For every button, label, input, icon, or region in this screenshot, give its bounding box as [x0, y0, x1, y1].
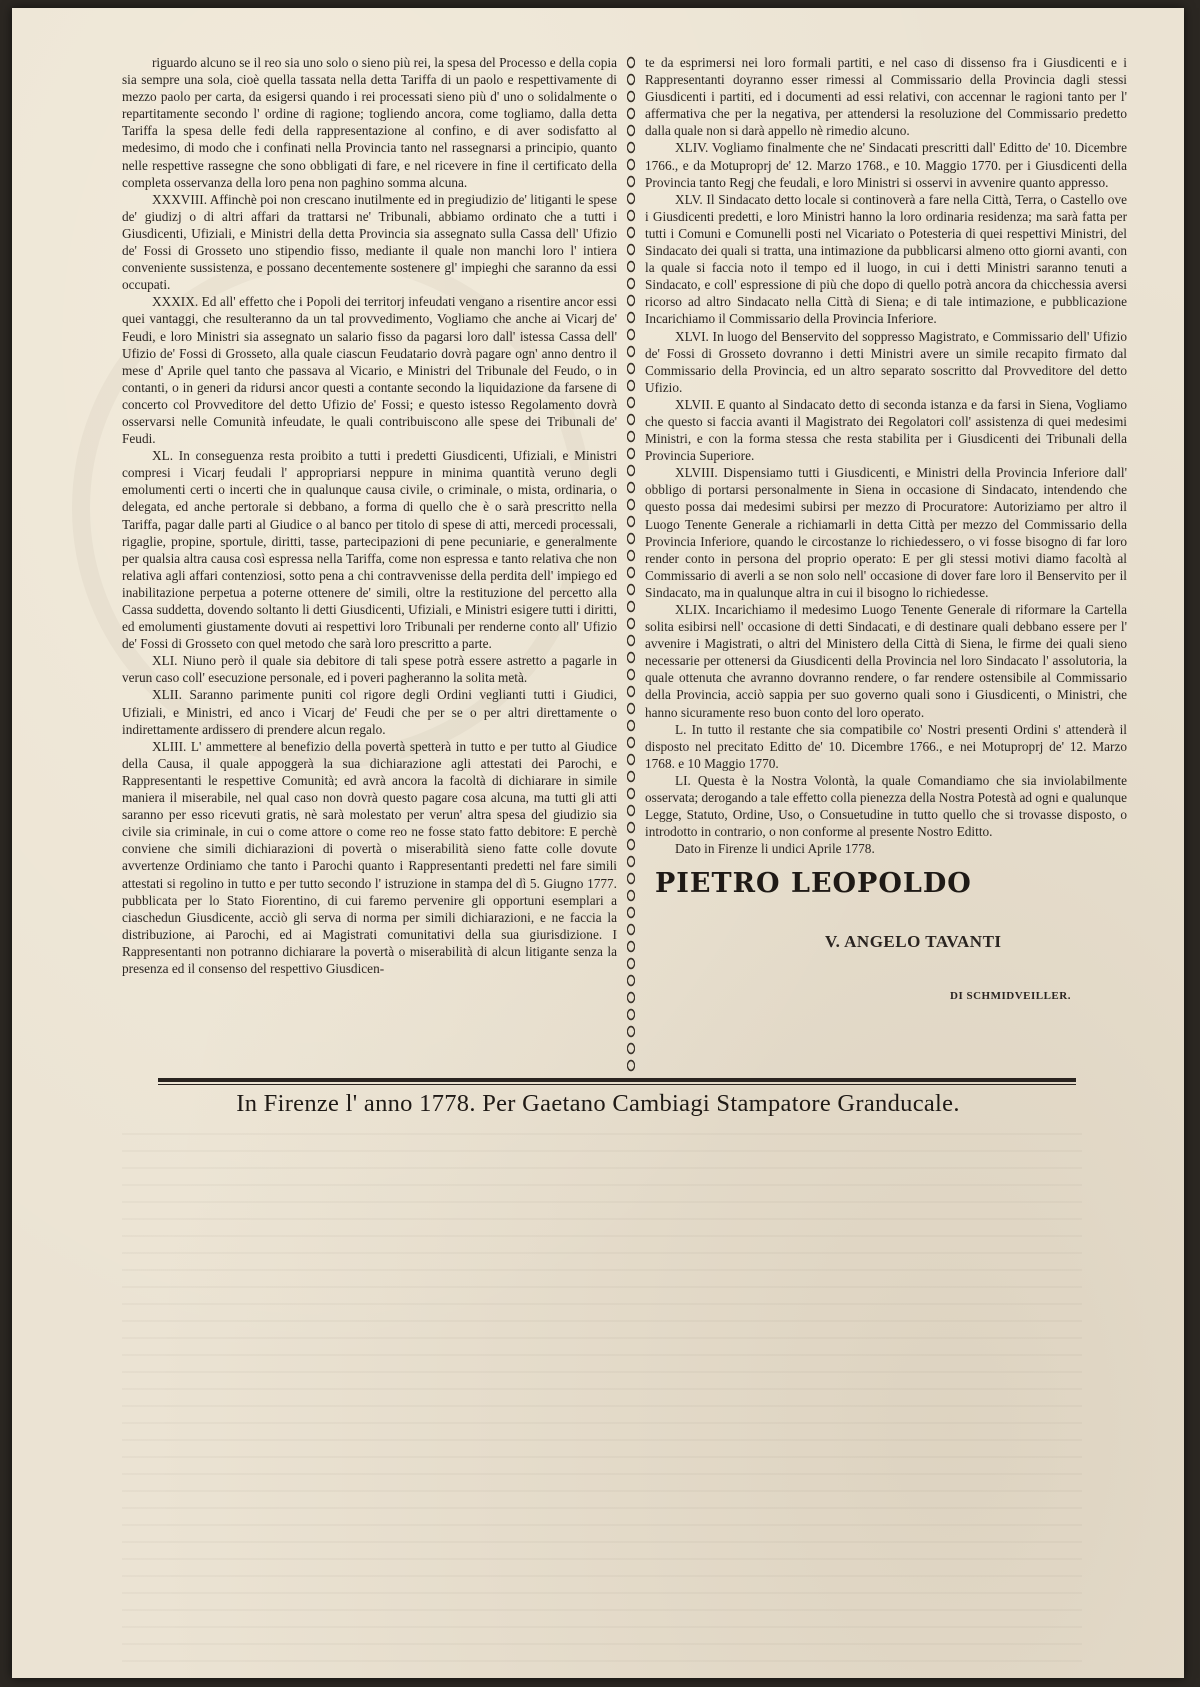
- article-xliv: XLIV. Vogliamo finalmente che ne' Sindacati prescritti dall' Editto de' 10. Dicembre 1766., e da Motuproprj de' 12. Marzo 1768., e 10. Maggio 1770. per i Giusdicenti della Provincia tanto Regj che feudali, e loro Ministri si osservi in avvenire quanto appresso.: [645, 140, 1127, 190]
- article-xlii: XLII. Saranno parimente puniti col rigore degli Ordini veglianti tutti i Giudici, Ufiziali, e Ministri, ed anco i Vicarj de' Feudi che per se o per altri direttamente o indirettamente ardissero di prendere alcun regalo.: [122, 687, 617, 737]
- article-xlix: XLIX. Incarichiamo il medesimo Luogo Tenente Generale di riformare la Cartella solita esibirsi nell' occasione di detti Sindacati, e di destinare quali debbano essere per l' avvenire i Magistrati, o altri del Ministero della Città di Siena, le firme dei quali sieno necessarie per ottenersi da Giusdicenti della Provincia nel loro Sindacato l' assolutoria, la quale ottenuta che avranno dovranno rendere, o far rendere ostensibile al Commissario della Provincia, acciò sappia per suo governo quali sono i Giusdicenti, o Ministri, che hanno sicuramente reso buon conto del loro operato.: [645, 602, 1127, 720]
- text-columns: [12, 54, 1184, 1074]
- article-xl: XL. In conseguenza resta proibito a tutti i predetti Giusdicenti, Ufiziali, e Ministri compresi i Vicarj feudali l' appropriarsi neppure in minima quantità veruno degli emolumenti certi o incerti che in qualunque causa civile, o criminale, o mista, ordinaria, o delegata, ed anche pertorale si debbano, a forma di quello che è o sarà prescritto nella Tariffa, pagar dalle parti al Giudice o al banco per titolo di spese di atti, mercedi processali, rigaglie, propine, sportule, diritti, tasse, partecipazioni di pene pecuniarie, e generalmente per qualsia altra causa così espressa nella Tariffa, come non espressa e tanto relativa che non relativa agli affari contenziosi, sotto pena a chi contravvenisse della perdita dell' impiego ed inabilitazione perpetua a poterne ottenere de' simili, oltre la restituzione del percetto alla Cassa suddetta, dovendo soltanto li detti Giusdicenti, Ufiziali, e Ministri esigere tutti i diritti, ed emolumenti giustamente dovuti ai respettivi loro Tribunali per renderne conto all' Ufizio de' Fossi di Grosseto con quel metodo che sarà loro prescritto a parte.: [122, 448, 617, 652]
- article-l: L. In tutto il restante che sia compatibile co' Nostri presenti Ordini s' attenderà il disposto nel precitato Editto de' 10. Dicembre 1766., e nei Motuproprj de' 12. Marzo 1768. e 10 Maggio 1770.: [645, 721, 1127, 771]
- left-column: [122, 54, 617, 1074]
- article-xxxviii: XXXVIII. Affinchè poi non crescano inutilmente ed in pregiudizio de' litiganti le spese de' giudizj o di altri affari da trattarsi ne' Tribunali, abbiamo ordinato che a tutti i Giusdicenti, Ufiziali, e Ministri della detta Provincia sia assegnato sulla Cassa dell' Ufizio de' Fossi di Grosseto uno stipendio fisso, mediante il quale non manchi loro l' intiera conveniente sussistenza, e possano decentemente sostenere gl' impieghi che saranno da essi occupati.: [122, 191, 617, 293]
- dateline: Dato in Firenze li undici Aprile 1778.: [675, 841, 875, 857]
- article-xliii: XLIII. L' ammettere al benefizio della povertà spetterà in tutto e per tutto al Giudice della Causa, il quale appoggerà la sua dichiarazione agli attestati dei Parochi, e Rappresentanti le respettive Comunità; ed avrà ancora la facoltà di dichiarare in simile maniera il miserabile, nel qual caso non dovrà questo pagare cosa alcuna, ma tutti gli atti saranno per esso ricevuti gratis, nè sarà molestato per verun' altra spesa del giudizio sia civile sia criminale, in cui o come attore o come reo ne fosse stato fatto debitore: E perchè conviene che simili dichiarazioni di povertà o miserabilità sieno fatte colle dovute avvertenze Ordiniamo che tanto i Parochi quanto i Rappresentanti predetti nel fare simili attestati si regolino in tutto e per tutto secondo l' istruzione in stampa del dì 5. Giugno 1777. pubblicata per lo Stato Fiorentino, di cui faremo pervenire gli opportuni esemplari a ciaschedun Giusdicente, acciò gli serva di norma per simili dichiarazioni, e ne faccia la distribuzione, ai Parochi, ed ai Magistrati comunitativi della sua giurisdizione. I Rappresentanti non potranno dichiarare la povertà o miserabilità di alcun litigante senza la presenza ed il consenso del respettivo Giusdicen-: [122, 738, 617, 976]
- footer-rule-thick: [158, 1078, 1076, 1082]
- article-xlv: XLV. Il Sindacato detto locale si continoverà a fare nella Città, Terra, o Castello ove i Giusdicenti predetti, e loro Ministri hanno la loro ordinaria residenza; ma sarà fatta per tutti i Comuni e Comunelli posti nel Vicariato o Potesteria di quei respettivi Ministri, del Sindacato dei quali si tratta, una intimazione da pubblicarsi almeno otto giorni avanti, con la quale si faccia noto il tempo ed il luogo, in cui i detti Ministri saranno tenuti a Sindacato, e coll' espressione di più che dopo di quello potrà ancora da chicchessia aversi ricorso ad altro Sindacato nella Città di Siena; e di tale intimazione, e pubblicazione Incarichiamo il Commissario della Provincia Inferiore.: [645, 191, 1127, 327]
- show-through-area: [122, 1133, 1082, 1673]
- ornamental-column-divider: [622, 54, 640, 1074]
- signature-block: [645, 868, 1127, 1004]
- paragraph-continuation-right: te da esprimersi nei loro formali partiti, e nel caso di dissenso fra i Giusdicenti e i Rappresentanti doyranno esser rimessi al Commissario della Provincia dagli stessi Giusdicenti i partiti, ed i documenti ad essi relativi, con accennar le ragioni tanto per l' affermativa che per la negativa, per attendersi la resoluzione del Commissario predetto dalla quale non si darà appello nè rimedio alcuno.: [645, 55, 1127, 139]
- article-xlvi: XLVI. In luogo del Benservito del soppresso Magistrato, e Commissario dell' Ufizio de' Fossi di Grosseto dovranno i detti Ministri avere un simile recapito firmato dal Commissario della Provincia, ed un altro separato soscritto dal Provveditore del detto Ufizio.: [645, 328, 1127, 395]
- secretary-signature: DI SCHMIDVEILLER.: [950, 989, 1071, 1002]
- footer-rule-thin: [158, 1084, 1076, 1085]
- article-xlviii: XLVIII. Dispensiamo tutti i Giusdicenti, e Ministri della Provincia Inferiore dall' obbligo di portarsi personalmente in Siena in occasione di Sindacato, intendendo che questo possa dai medesimi subirsi per mezzo di Procuratore: Autoriziamo per altro il Luogo Tenente Generale a richiamarli in detta Città per mezzo del Commissario della Provincia Inferiore, quando le circostanze lo richiedessero, o vi fosse bisogno di far loro render conto in persona del proprio operato: E per gli stessi motivi diamo facoltà al Commissario di averli a se non solo nell' occasione di dover fare loro il Benservito per il Sindacato, ma in qualunque altra in cui il bisogno lo richiedesse.: [645, 465, 1127, 600]
- document-page: [12, 8, 1184, 1678]
- article-xli: XLI. Niuno però il quale sia debitore di tali spese potrà essere astretto a pagarle in verun caso coll' esecuzione personale, ed i poveri pagheranno la solita metà.: [122, 653, 617, 686]
- article-li: LI. Questa è la Nostra Volontà, la quale Comandiamo che sia inviolabilmente osservata; derogando a tale effetto colla pienezza della Nostra Potestà ad ogni e qualunque Legge, Statuto, Ordine, Uso, o Consuetudine in tutto quello che si trovasse disposto, o introdotto in contrario, o non conforme al presente Nostro Editto.: [645, 772, 1127, 840]
- countersignature: V. ANGELO TAVANTI: [825, 931, 1002, 951]
- article-xlvii: XLVII. E quanto al Sindacato detto di seconda istanza e da farsi in Siena, Vogliamo che questo si faccia avanti il Magistrato dei Regolatori coll' assistenza di quei medesimi Ministri, e con la forma stessa che resta stabilita per i Giusdicenti dei Tribunali della Provincia Superiore.: [645, 396, 1127, 464]
- article-xxxix: XXXIX. Ed all' effetto che i Popoli dei territorj infeudati vengano a risentire ancor essi quei vantaggi, che resulteranno da un tal provvedimento, Vogliamo che anche ai Vicarj de' Feudi, e loro Ministri sia assegnato un salario fisso da pagarsi loro dall' istessa Cassa dell' Ufizio de' Fossi di Grosseto, alla quale ciascun Feudatario dovrà pagare ogn' anno dentro il mese d' Aprile quel tanto che passava al Vicario, e Ministri del Tribunale del Feudo, o in contanti, o in generi da ridursi ancor questi a contante secondo la liquidazione da farsene di concerto col Provveditore del detto Ufizio de' Fossi; e questo istesso Regolamento dovrà osservarsi nelle Comunità infeudate, le quali contribuiscono alle spese dei Tribunali de' Feudi.: [122, 294, 617, 447]
- right-column: [645, 54, 1127, 1074]
- sovereign-signature: PIETRO LEOPOLDO: [655, 868, 972, 900]
- paragraph-continuation: riguardo alcuno se il reo sia uno solo o sieno più rei, la spesa del Processo e della copia sia sempre una sola, cioè quella tassata nella detta Tariffa di un paolo e respettivamente di mezzo paolo per carta, da esigersi quando i rei processati sieno più d' uno o solidalmente o repartitamente secondo l' ordine di ragione; togliendo ancora, come togliamo, dalla detta Tariffa la spesa delle fedi della rappresentazione al confino, e di aver sodisfatto al medesimo, di modo che i confinati nella Provincia tanto nel rassegnarsi a principio, quanto nelle respettive rassegne che sono obbligati di fare, e nel ricevere in fine il certificato della completa osservanza della loro pena non paghino somma alcuna.: [122, 55, 617, 190]
- printer-imprint: In Firenze l' anno 1778. Per Gaetano Cambiagi Stampatore Granducale.: [236, 1090, 960, 1117]
